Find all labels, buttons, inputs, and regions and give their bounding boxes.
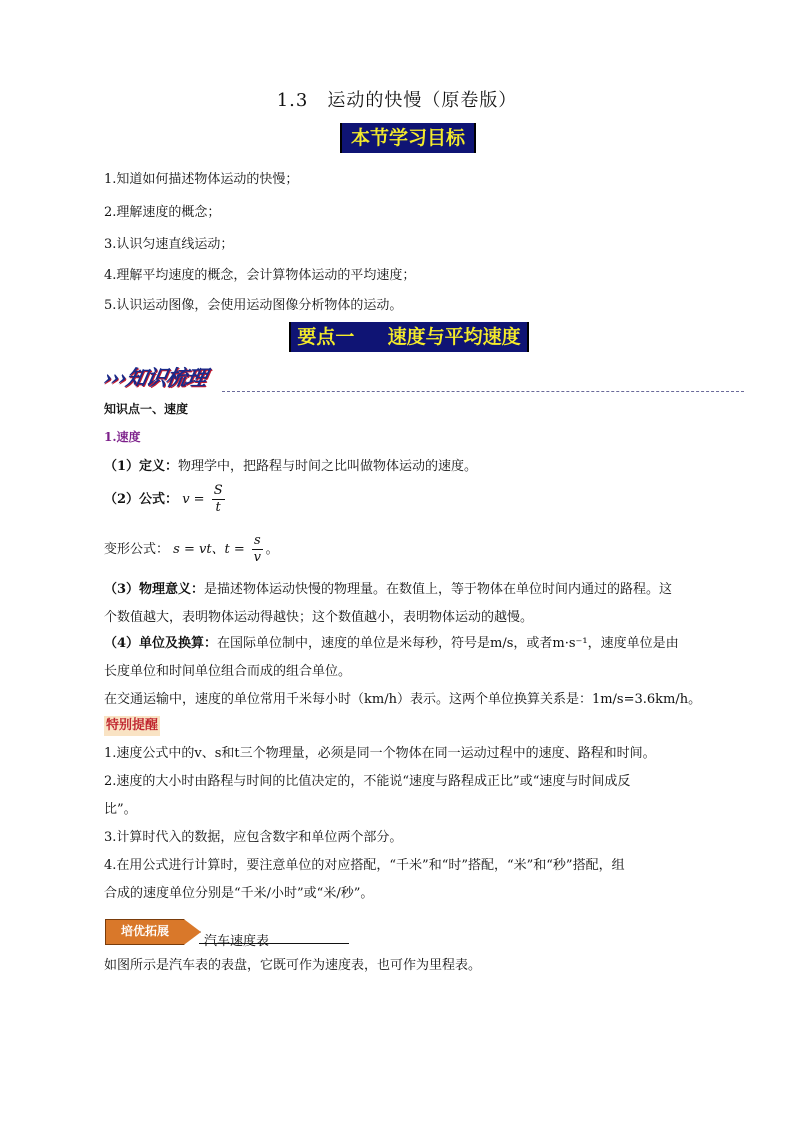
knowledge-header: [101, 362, 744, 394]
meaning-label: （3）物理意义：: [104, 582, 205, 597]
speed-heading: 1.速度: [104, 430, 141, 444]
extension-text: 如图所示是汽车表的表盘，它既可作为速度表，也可作为里程表。: [104, 958, 482, 973]
variant-formula: s = vt、t =: [173, 542, 245, 557]
tip-item: 1.速度公式中的v、s和t三个物理量，必须是同一个物体在同一运动过程中的速度、路程和时间。: [104, 746, 656, 761]
variant-label: 变形公式：: [104, 542, 170, 557]
special-tip-label: 特别提醒: [104, 716, 160, 736]
unit-text-1: 在国际单位制中，速度的单位是米每秒，符号是m/s，或者m·s⁻¹，速度单位是由: [217, 636, 679, 651]
key-point-title: 速度与平均速度: [387, 326, 521, 348]
definition-label: （1）定义：: [104, 459, 179, 474]
unit-paragraph: [104, 630, 724, 714]
variant-numerator: s: [253, 533, 261, 548]
extension-tag-label: 培优拓展: [120, 924, 169, 938]
section-goal-banner: 本节学习目标: [340, 123, 476, 153]
extension-tag: [105, 919, 199, 943]
goal-item: 3.认识匀速直线运动；: [104, 237, 234, 252]
formula-denominator: t: [215, 500, 221, 515]
meaning-text-1: 是描述物体运动快慢的物理量。在数值上，等于物体在单位时间内通过的路程。这: [204, 582, 673, 597]
tip-item: 4.在用公式进行计算时，要注意单位的对应搭配，“千米”和“时”搭配，“米”和“秒”搭配，组: [104, 858, 625, 873]
unit-text-3: 在交通运输中，速度的单位常用千米每小时（km/h）表示。这两个单位换算关系是：1m/s=3.6km/h。: [104, 692, 702, 707]
tip-item: 比”。: [104, 802, 137, 817]
unit-label: （4）单位及换算：: [104, 636, 218, 651]
dashed-divider: [222, 391, 744, 392]
unit-text-2: 长度单位和时间单位组合而成的组合单位。: [104, 664, 352, 679]
meaning-text-2: 个数值越大，表明物体运动得越快；这个数值越小，表明物体运动的越慢。: [104, 610, 534, 625]
goal-item: 2.理解速度的概念；: [104, 205, 221, 220]
tips-list: [104, 740, 724, 908]
goal-item: 1.知道如何描述物体运动的快慢；: [104, 172, 299, 187]
goal-item: 4.理解平均速度的概念，会计算物体运动的平均速度；: [104, 268, 416, 283]
definition-line: [104, 455, 477, 474]
formula-label: （2）公式：: [104, 492, 179, 507]
variant-formula-line: [104, 533, 279, 566]
page-title: 1.3 运动的快慢（原卷版）: [276, 90, 518, 111]
extension-title: 汽车速度表: [204, 934, 270, 949]
formula-line: [104, 483, 228, 516]
formula-numerator: S: [213, 483, 223, 498]
meaning-paragraph: [104, 576, 724, 632]
key-point-number: 要点一: [297, 326, 355, 348]
knowledge-logo: ›››知识梳理: [101, 365, 209, 390]
variant-denominator: v: [253, 550, 261, 565]
tip-item: 2.速度的大小时由路程与时间的比值决定的，不能说“速度与路程成正比”或“速度与时间成反: [104, 774, 631, 789]
formula-lhs: v =: [182, 492, 205, 507]
tip-item: 合成的速度单位分别是“千米/小时”或“米/秒”。: [104, 886, 374, 901]
knowledge-point-title: 知识点一、速度: [104, 402, 189, 416]
definition-text: 物理学中，把路程与时间之比叫做物体运动的速度。: [178, 459, 478, 474]
goal-item: 5.认识运动图像，会使用运动图像分析物体的运动。: [104, 298, 403, 313]
key-point-banner: [289, 322, 529, 352]
variant-fraction: [252, 533, 263, 566]
variant-end: 。: [265, 542, 279, 557]
formula-fraction: [212, 483, 225, 516]
tip-item: 3.计算时代入的数据，应包含数字和单位两个部分。: [104, 830, 403, 845]
